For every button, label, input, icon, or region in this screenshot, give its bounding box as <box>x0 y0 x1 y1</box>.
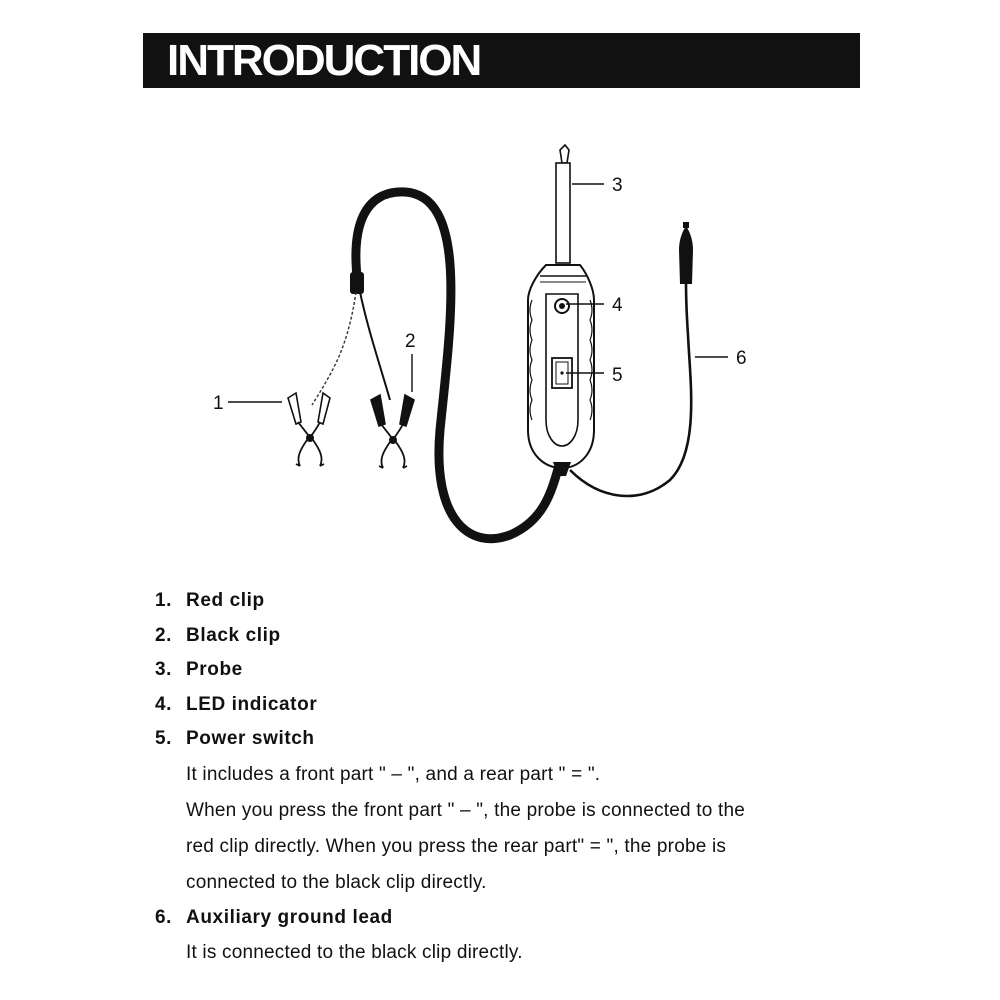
page-title: INTRODUCTION <box>167 36 481 85</box>
probe-tip <box>560 145 569 163</box>
item-number: 5. <box>155 728 172 749</box>
item-number: 2. <box>155 624 172 646</box>
callout-3: 3 <box>612 175 623 196</box>
list-item <box>155 722 915 757</box>
device-diagram <box>0 100 1000 580</box>
callout-4: 4 <box>612 295 623 316</box>
item-label: LED indicator <box>186 693 318 715</box>
title-bar <box>143 33 860 88</box>
item-number: 1. <box>155 590 172 611</box>
callout-1: 1 <box>213 393 224 414</box>
list-item <box>155 688 915 723</box>
list-item <box>155 619 915 654</box>
probe-shaft <box>556 163 570 263</box>
black-clip <box>371 395 414 468</box>
item-description: It includes a front part " – ", and a rear part " = ". <box>186 763 601 785</box>
item-description: red clip directly. When you press the rear part" = ", the probe is <box>186 835 727 857</box>
red-clip <box>288 393 330 466</box>
item-description: connected to the black clip directly. <box>186 871 487 893</box>
callout-2: 2 <box>405 331 416 352</box>
red-clip-wire <box>312 292 356 405</box>
item-label: Auxiliary ground lead <box>186 906 393 928</box>
list-item <box>155 584 915 619</box>
item-number: 6. <box>155 906 172 928</box>
black-clip-wire <box>360 292 390 400</box>
cable-sleeve <box>350 272 364 294</box>
ground-clip <box>679 226 693 284</box>
item-label: Red clip <box>186 590 265 611</box>
list-item <box>155 901 915 936</box>
item-label: Power switch <box>186 728 315 749</box>
item-label: Black clip <box>186 624 281 646</box>
parts-list <box>155 584 915 971</box>
list-item <box>155 653 915 688</box>
item-description: It is connected to the black clip directly. <box>186 942 523 963</box>
item-number: 4. <box>155 693 172 715</box>
item-label: Probe <box>186 659 243 680</box>
callout-5: 5 <box>612 365 623 386</box>
item-description: When you press the front part " – ", the probe is connected to the <box>186 799 746 821</box>
item-number: 3. <box>155 659 172 680</box>
callout-6: 6 <box>736 348 747 369</box>
